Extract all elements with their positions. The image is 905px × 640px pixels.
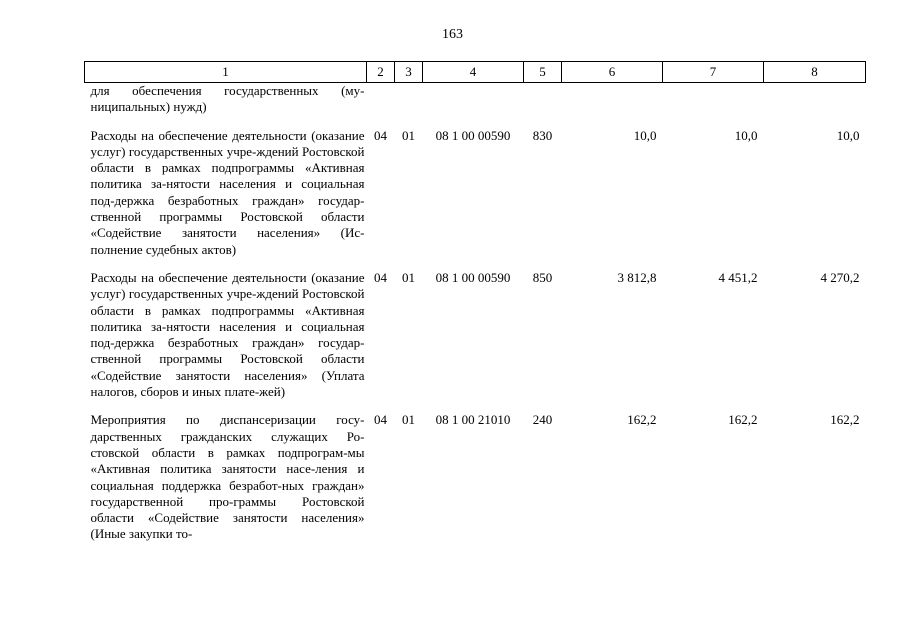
row-target-article: 08 1 00 21010 bbox=[435, 412, 511, 428]
row-amount-8: 4 270,2 bbox=[820, 269, 860, 285]
page-number: 163 bbox=[442, 27, 463, 42]
row-subsection: 01 bbox=[402, 269, 415, 285]
row-target-article bbox=[423, 83, 524, 120]
column-header: 4 bbox=[423, 62, 524, 83]
table-row bbox=[85, 404, 866, 546]
column-header: 6 bbox=[562, 62, 663, 83]
table-row bbox=[85, 262, 866, 404]
row-amount-7: 4 451,2 bbox=[718, 269, 758, 285]
row-amount-6: 10,0 bbox=[633, 127, 657, 143]
budget-table bbox=[84, 61, 866, 547]
row-section: 04 bbox=[374, 269, 387, 285]
column-header: 2 bbox=[367, 62, 395, 83]
row-subsection: 01 bbox=[402, 412, 415, 428]
row-subsection bbox=[395, 83, 423, 120]
row-target-article: 08 1 00 00590 bbox=[435, 269, 511, 285]
row-amount-8: 162,2 bbox=[830, 412, 860, 428]
row-amount-7: 10,0 bbox=[734, 127, 758, 143]
row-section bbox=[367, 83, 395, 120]
row-expense-type bbox=[524, 83, 562, 120]
row-expense-type: 240 bbox=[532, 412, 553, 428]
table-row bbox=[85, 83, 866, 120]
row-amount-7 bbox=[663, 83, 764, 120]
row-section: 04 bbox=[374, 412, 387, 428]
column-header: 8 bbox=[764, 62, 866, 83]
row-expense-type: 850 bbox=[532, 269, 553, 285]
column-header: 7 bbox=[663, 62, 764, 83]
row-description: Мероприятия по диспансеризации госу-дарственных гражданских служащих Ро-стовской области в рамках подпрограм-мы «Активная политика занятости насе-ления и социальная поддержка безработ-ных граждан» государственной про-граммы Ростовской области «Содействие занятости населения» (Иные закупки то- bbox=[90, 412, 365, 542]
row-amount-8: 10,0 bbox=[836, 127, 860, 143]
row-description: Расходы на обеспечение деятельности (оказание услуг) государственных учре-ждений Ростовской области в рамках подпрограммы «Активная политика за-нятости населения и социальная под-держка безработных граждан» государ-ственной программы Ростовской области «Содействие занятости населения» (Уплата налогов, сборов и иных плате-жей) bbox=[90, 269, 365, 400]
row-expense-type: 830 bbox=[532, 127, 553, 143]
row-description: Расходы на обеспечение деятельности (оказание услуг) государственных учре-ждений Ростовской области в рамках подпрограммы «Активная политика за-нятости населения и социальная под-держка безработных граждан» государ-ственной программы Ростовской области «Содействие занятости населения» (Ис-полнение судебных актов) bbox=[90, 127, 365, 257]
table-row bbox=[85, 120, 866, 262]
row-amount-6 bbox=[562, 83, 663, 120]
row-description: для обеспечения государственных (му-ниципальных) нужд) bbox=[90, 83, 365, 115]
row-amount-6: 3 812,8 bbox=[617, 269, 657, 285]
row-amount-7: 162,2 bbox=[728, 412, 758, 428]
table-header-row bbox=[85, 62, 866, 83]
row-amount-6: 162,2 bbox=[627, 412, 657, 428]
column-header: 5 bbox=[524, 62, 562, 83]
column-header: 3 bbox=[395, 62, 423, 83]
row-amount-8 bbox=[764, 83, 866, 120]
row-subsection: 01 bbox=[402, 127, 415, 143]
row-section: 04 bbox=[374, 127, 387, 143]
column-header: 1 bbox=[85, 62, 367, 83]
row-target-article: 08 1 00 00590 bbox=[435, 127, 511, 143]
